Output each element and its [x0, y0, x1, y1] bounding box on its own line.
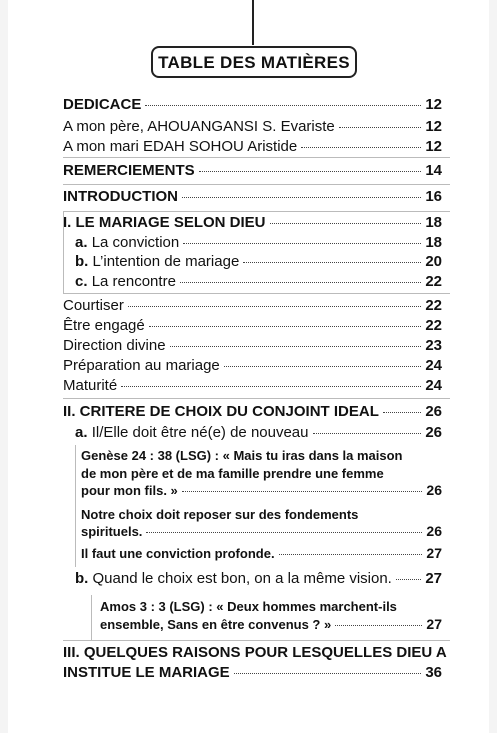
toc-entry-courtiser[interactable]: Courtiser 22: [63, 297, 442, 314]
leader-dots: [146, 532, 422, 533]
toc-entry-intention[interactable]: b. L’intention de mariage 20: [75, 253, 442, 270]
leader-dots: [145, 105, 421, 106]
leader-dots: [335, 625, 422, 626]
group-separator: [63, 157, 450, 158]
leader-dots: [180, 282, 421, 283]
leader-dots: [199, 171, 422, 172]
group-separator: [63, 398, 450, 399]
leader-dots: [396, 579, 421, 580]
group-separator: [63, 211, 450, 212]
toc-entry-conviction[interactable]: a. La conviction 18: [75, 234, 442, 251]
top-divider-line: [252, 0, 254, 45]
toc-entry-amos-line1: Amos 3 : 3 (LSG) : « Deux hommes marchent-ils: [100, 599, 397, 614]
toc-entry-amos[interactable]: ensemble, Sans en être convenus ? » 27: [100, 616, 442, 632]
toc-entry-maturite[interactable]: Maturité 24: [63, 377, 442, 394]
leader-dots: [339, 127, 422, 128]
leader-dots: [301, 147, 421, 148]
leader-dots: [183, 243, 421, 244]
leader-dots: [279, 554, 423, 555]
leader-dots: [243, 262, 421, 263]
leader-dots: [128, 306, 421, 307]
leader-dots: [383, 412, 421, 413]
toc-title: TABLE DES MATIÈRES: [151, 46, 357, 78]
toc-entry-chapter-3-line1: III. QUELQUES RAISONS POUR LESQUELLES DIEU A: [63, 644, 447, 661]
group-separator: [63, 640, 450, 641]
toc-entry-fondements-line1: Notre choix doit reposer sur des fondements: [81, 507, 359, 522]
group-separator: [63, 184, 450, 185]
toc-entry-rencontre[interactable]: c. La rencontre 22: [75, 273, 442, 290]
toc-entry-mari[interactable]: A mon mari EDAH SOHOU Aristide 12: [63, 138, 442, 155]
toc-entry-genese-line1: Genèse 24 : 38 (LSG) : « Mais tu iras dans la maison: [81, 448, 403, 463]
toc-entry-ne-de-nouveau[interactable]: a. Il/Elle doit être né(e) de nouveau 26: [75, 424, 442, 441]
leader-dots: [170, 346, 422, 347]
leader-dots: [149, 326, 422, 327]
leader-dots: [121, 386, 421, 387]
leader-dots: [313, 433, 422, 434]
leader-dots: [182, 197, 421, 198]
box-border-left: [91, 595, 92, 640]
leader-dots: [270, 223, 422, 224]
group-separator: [63, 293, 450, 294]
toc-entry-fondements[interactable]: spirituels. 26: [81, 523, 442, 539]
leader-dots: [182, 491, 423, 492]
toc-entry-genese-line2: de mon père et de ma famille prendre une femme: [81, 466, 384, 481]
toc-entry-preparation[interactable]: Préparation au mariage 24: [63, 357, 442, 374]
toc-entry-chapter-3[interactable]: INSTITUE LE MARIAGE 36: [63, 664, 442, 681]
toc-entry-pere[interactable]: A mon père, AHOUANGANSI S. Evariste 12: [63, 118, 442, 135]
toc-entry-introduction[interactable]: INTRODUCTION 16: [63, 188, 442, 205]
toc-entry-chapter-2[interactable]: II. CRITERE DE CHOIX DU CONJOINT IDEAL 26: [63, 403, 442, 420]
toc-entry-conviction-profonde[interactable]: Il faut une conviction profonde. 27: [81, 545, 442, 561]
toc-entry-engage[interactable]: Être engagé 22: [63, 317, 442, 334]
box-border-left: [75, 445, 76, 567]
toc-entry-dedicace[interactable]: DEDICACE 12: [63, 96, 442, 113]
leader-dots: [224, 366, 422, 367]
toc-entry-remerciements[interactable]: REMERCIEMENTS 14: [63, 162, 442, 179]
toc-entry-genese[interactable]: pour mon fils. » 26: [81, 482, 442, 498]
document-page: [8, 0, 489, 733]
toc-entry-meme-vision[interactable]: b. Quand le choix est bon, on a la même vision. 27: [75, 570, 442, 587]
toc-entry-chapter-1[interactable]: I. LE MARIAGE SELON DIEU 18: [63, 214, 442, 231]
toc-entry-direction[interactable]: Direction divine 23: [63, 337, 442, 354]
leader-dots: [234, 673, 422, 674]
